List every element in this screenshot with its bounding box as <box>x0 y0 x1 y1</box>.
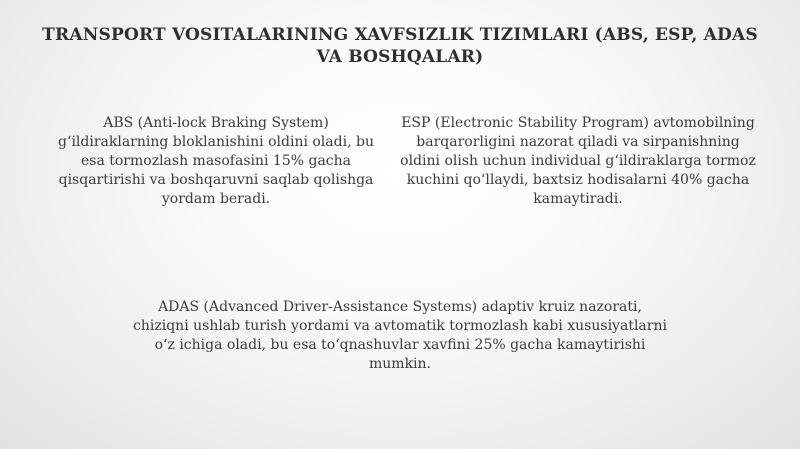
abs-paragraph: ABS (Anti-lock Braking System) g‘ildiraklarning bloklanishini oldini oladi, bu esa tormozlash masofasini 15% gacha qisqartirishi va boshqaruvni saqlab qolishga yordam beradi. <box>58 115 374 207</box>
esp-paragraph: ESP (Electronic Stability Program) avtomobilning barqarorligini nazorat qiladi va sirpanishning oldini olish uchun individual g‘ildiraklarga tormoz kuchini qo‘llaydi, baxtsiz hodisalarni 40% gacha kamaytiradi. <box>400 115 756 207</box>
slide-title: TRANSPORT VOSITALARINING XAVFSIZLIK TIZIMLARI (ABS, ESP, ADAS VA BOSHQALAR) <box>42 25 758 67</box>
adas-paragraph: ADAS (Advanced Driver-Assistance Systems) adaptiv kruiz nazorati, chiziqni ushlab turish yordami va avtomatik tormozlash kabi xususiyatlarni o‘z ichiga oladi, bu esa to‘qnashuvlar xavfini 25% gacha kamaytirishi mumkin. <box>133 299 667 372</box>
